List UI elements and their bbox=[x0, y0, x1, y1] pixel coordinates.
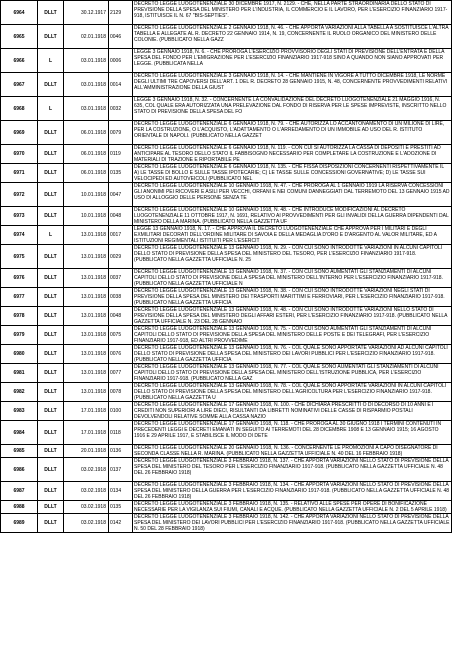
act-code: 0142 bbox=[109, 514, 133, 533]
act-code: 0046 bbox=[109, 25, 133, 49]
record-number: 6986 bbox=[1, 458, 38, 482]
act-date: 17.01.1918 bbox=[64, 402, 109, 421]
act-date: 30.12.1917 bbox=[64, 1, 109, 25]
act-description: DECRETO LEGGE LUOGOTENENZIALE 6 GENNAIO 1918, N. 119. - CON CUI SI AUTORIZZA LA CASSA DI DEPOSITI E PRESTITI AD ANTICIPARE AL TESORO DELLO STATO IL FABBISOGNO NECESSARIO PER COMPLETARE LA COSTRUZIONE E L'ADOZIONE DI MATERIALI DI TRAZIONE E RIPORTABILE PE bbox=[133, 145, 452, 164]
table-row bbox=[1, 97, 452, 121]
act-code: 0135 bbox=[109, 501, 133, 514]
act-date: 06.01.1918 bbox=[64, 164, 109, 183]
act-type: DLLT bbox=[38, 121, 64, 145]
table-row bbox=[1, 25, 452, 49]
act-code: 0048 bbox=[109, 207, 133, 226]
record-number: 6972 bbox=[1, 183, 38, 207]
act-code: 0119 bbox=[109, 145, 133, 164]
act-code: 0017 bbox=[109, 226, 133, 245]
act-description: DECRETO LEGGE LUOGOTENENZIALE 3 FEBBRAIO 1918, N. 134. - CHE APPORTA VARIAZIONI NELLO STATO DI PREVISIONE DELLA SPESA DEL MINISTERO DELLA GUERRA PER L'ESERCIZIO FINANZIARIO 1917-918. (PUBBLICATO NELLA GAZZETTA UFFICIALE N. 48 DEL 26 FEBBRAIO 1918) bbox=[133, 482, 452, 501]
table-row bbox=[1, 326, 452, 345]
act-code: 0047 bbox=[109, 183, 133, 207]
act-type: L bbox=[38, 226, 64, 245]
record-number: 6967 bbox=[1, 73, 38, 97]
record-number: 6970 bbox=[1, 145, 38, 164]
table-row bbox=[1, 402, 452, 421]
act-date: 13.01.1918 bbox=[64, 383, 109, 402]
table-row bbox=[1, 183, 452, 207]
record-number: 6977 bbox=[1, 288, 38, 307]
record-number: 6978 bbox=[1, 307, 38, 326]
record-number: 6974 bbox=[1, 226, 38, 245]
act-date: 13.01.1918 bbox=[64, 307, 109, 326]
table-row bbox=[1, 514, 452, 533]
act-description: DECRETO LEGGE LUOGOTENENZIALE 3 FEBBRAIO 1918, N. 135. - RELATIVO ALLE SPESE PER OPERE DI BONIFICAZIONE NECESSARIE PER LA VIGILANZA SUI FIUMI, CANALI E ACQUE. (PUBBLICATO NELLA GAZZETTA UFFICIALE N. 2 DEL 5 APRILE 1918) bbox=[133, 501, 452, 514]
act-description: DECRETO LEGGE LUOGOTENENZIALE 3 FEBBRAIO 1918, N. 142. - CHE APPORTA VARIAZIONI NELLO STATO DI PREVISIONE DELLA SPESA DEL MINISTERO DEI LAVORI PUBBLICI PER L'ESERCIZIO FINANZIARIO 1917-918. (PUBBLICATO NELLA GAZZETTA UFFICIALE N. 50 DEL 28 FEBBRAIO 1918) bbox=[134, 514, 450, 532]
act-type: DLLT bbox=[38, 364, 64, 383]
act-code: 0135 bbox=[109, 164, 133, 183]
act-date: 13.01.1918 bbox=[64, 288, 109, 307]
act-date: 03.02.1918 bbox=[64, 482, 109, 501]
act-description: DECRETO LEGGE LUOGOTENENZIALE 13 GENNAIO 1918, N. 29. - CON CUI SONO INTRODOTTE VARIAZIONI IN ALCUNI CAPITOLI DELLO STATO DI PREVISIONE DELLA SPESA DEL MINISTERO DEL TESORO, PER L'ESERCIZIO FINANZIARIO 1917-918. (PUBBLICATO NELLA GAZZETTA UFFICIALE N. 25 bbox=[133, 245, 452, 269]
act-code: 0137 bbox=[109, 458, 133, 482]
table-row bbox=[1, 482, 452, 501]
record-number: 6988 bbox=[1, 501, 38, 514]
act-date: 20.01.1918 bbox=[64, 445, 109, 458]
act-code: 0029 bbox=[109, 245, 133, 269]
act-date: 10.01.1918 bbox=[64, 183, 109, 207]
table-row bbox=[1, 1, 452, 25]
act-type: DLLT bbox=[38, 482, 64, 501]
act-type: L bbox=[38, 97, 64, 121]
record-number: 6966 bbox=[1, 49, 38, 73]
act-description: DECRETO LEGGE LUOGOTENENZIALE 13 GENNAIO 1918, N. 48. - CON CUI SONO INTRODOTTE VARIAZIONI NELLO STATO DI PREVISIONE DELLA SPESA DEL MINISTERO DEGLI AFFARI ESTERI, PER L'ESERCIZIO FINANZIARIO 1917-918. (PUBBLICATO NELLA GAZZETTA UFFICIALE N. 23 DEL 28 GENNAIO bbox=[133, 307, 452, 326]
act-description: DECRETO LEGGE LUOGOTENENZIALE 3 GENNAIO 1918, N. 14. - CHE MANTIENE IN VIGORE A TUTTO DICEMBRE 1918, LE NORME DEGLI ULTIMI TRE CAPOVERSI DELL'ART. 1 DEL R. DECRETO 28 GENNAIO 1915, N. 48, CONCERNENTE PROVVEDIMENTI RELATIVI ALL'AMMINISTRAZIONE DELLA GIUST bbox=[133, 73, 452, 97]
act-code: 0079 bbox=[109, 121, 133, 145]
act-date: 03.01.1918 bbox=[64, 73, 109, 97]
act-code: 0076 bbox=[109, 345, 133, 364]
act-description: DECRETO LEGGE LUOGOTENENZIALE 13 GENNAIO 1918, N. 78. - COL QUALE SONO APPORTATE VARIAZIONI IN ALCUNI CAPITOLI DELLO STATO DI PREVISIONE DELLA SPESA DEL MINISTERO DELL'AGRICOLTURA PER L'ESERCIZIO FINANZIARIO 1917-918. (PUBBLICATO NELLA GAZZETTA U bbox=[133, 383, 452, 402]
act-code: 0048 bbox=[109, 307, 133, 326]
act-code: 0078 bbox=[109, 383, 133, 402]
table-row bbox=[1, 458, 452, 482]
table-row bbox=[1, 421, 452, 445]
act-type: DLLT bbox=[38, 1, 64, 25]
record-number: 6981 bbox=[1, 364, 38, 383]
table-row bbox=[1, 345, 452, 364]
record-number: 6976 bbox=[1, 269, 38, 288]
act-type: DLLT bbox=[38, 307, 64, 326]
record-number: 6979 bbox=[1, 326, 38, 345]
act-description: DECRETO LEGGE LUOGOTENENZIALE 10 GENNAIO 1918, N. 48. - CHE INTRODUCE MODIFICAZIONI AL DECRETO LUOGOTENENZIALE 11 OTTOBRE 1917, N. 1691, RELATIVO AI PROVVEDIMENTI PER GLI INVALIDI DELLA GUERRA DIPENDENTI DAL MINISTERO DELLA MARINA. (PUBBLICATO NELLA GAZZETTA UF bbox=[133, 207, 452, 226]
record-number: 6984 bbox=[1, 421, 38, 445]
act-code: 0006 bbox=[109, 49, 133, 73]
act-code: 0136 bbox=[109, 445, 133, 458]
table-row bbox=[1, 207, 452, 226]
act-description: LEGGE 13 GENNAIO 1918, N. 17. - CHE APPROVA IL DECRETO LUOGOTENENZIALE CHE APPROVA PER I MILITARI E DEGLI EXMILITARI DECORATI DELL'ORDINE MILITARE DI SAVOIA E DELLA MEDAGLIA D'ORO E D'ARGENTO AL VALOR MILITARE, ED A ISTITUZIONI REGIMENTALI ISTITUITI PER L'ESERCIT bbox=[133, 226, 452, 245]
record-number: 6973 bbox=[1, 207, 38, 226]
act-type: DLLT bbox=[38, 164, 64, 183]
act-code: 0038 bbox=[109, 288, 133, 307]
act-date: 03.02.1918 bbox=[64, 458, 109, 482]
act-description: LEGGE 3 GENNAIO 1918, N. 32. - CONCERNENTE LA CONVALIDAZIONE DEL DECRETO LUOGOTENENZIALE 21 MAGGIO 1916, N. 635, COL QUALE ERA AUTORIZZATA UNA PRELEVAZIONE DAL FONDO DI RISERVA PER LE SPESE IMPREVISTE, INSCRITTO NELLO STATO DI PREVISIONE DELLA SPESA DEL FO bbox=[133, 97, 452, 121]
act-type: DLLT bbox=[38, 514, 64, 533]
act-description: DECRETO LEGGE LUOGOTENENZIALE 13 GENNAIO 1918, N. 37. - CON CUI SONO AUMENTATI GLI STANZIAMENTI DI ALCUNI CAPITOLI DELLO STATO DI PREVISIONE DELLA SPESA DEL MINISTERO DELL'INTERNO PER L'ESERCIZIO FINANZIARIO 1917-918. (PUBBLICATO NELLA GAZZETTA UFFICIALE N bbox=[133, 269, 452, 288]
table-row bbox=[1, 501, 452, 514]
act-description: DECRETO LEGGE LUOGOTENENZIALE 6 GENNAIO 1918, N. 135. - CHE FISSA DISPOSIZIONI CONCERNENTI RISPETTIVAMENTE IL A) LE TASSE DI BOLLO E SULLE TASSE IPOTECARIE; C) LE TASSE SULLE CONCESSIONI GOVERNATIVE; D) LE TASSE SUI VELOCIPEDI ED AUTOVEICOLI (PUBBLICATO NEL bbox=[133, 164, 452, 183]
act-description: DECRETO LEGGE LUOGOTENENZIALE 3 FEBBRAIO 1918, N. 137. - CHE APPORTA VARIAZIONI NELLO STATO DI PREVISIONE DELLA SPESA DEL MINISTERO DEL TESORO PER L'ESERCIZIO FINANZIARIO 1917-918. (PUBBLICATO NELLA GAZZETTA UFFICIALE N. 48 DEL 26 FEBBRAIO 1918) bbox=[133, 458, 452, 482]
record-number: 6989 bbox=[1, 514, 38, 533]
act-date: 02.01.1918 bbox=[64, 25, 109, 49]
act-code: 2129 bbox=[109, 1, 133, 25]
act-date: 13.01.1918 bbox=[64, 245, 109, 269]
act-type: DLLT bbox=[38, 25, 64, 49]
act-code: 0077 bbox=[109, 364, 133, 383]
act-description: LEGGE 3 GENNAIO 1918, N. 6. - CHE PROROGA L'ESERCIZIO PROVVISORIO DEGLI STATI DI PREVISIONE DELL'ENTRATA E DELLA SPESA DEL FONDO PER L'EMIGRAZIONE PER L'ESERCIZIO FINANZIARIO 1917-918 SINO A QUANDO NON SIANO APPROVATI PER LEGGE. (PUBBLICATA NELLA bbox=[133, 49, 452, 73]
act-description: DECRETO LEGGE LUOGOTENENZIALE 20 GENNAIO 1918, N. 136. - CONCERNENTE LE PROMOZIONI A CAPO DISEGNATORE DI SECONDA CLASSE NELLA R. MARINA. (PUBBLICATO NELLA GAZZETTA UFFICIALE N. 40 DEL 16 FEBBRAIO 1918) bbox=[133, 445, 452, 458]
act-code: 0134 bbox=[109, 482, 133, 501]
act-date: 13.01.1918 bbox=[64, 364, 109, 383]
act-date: 03.02.1918 bbox=[64, 514, 109, 533]
record-number: 6985 bbox=[1, 445, 38, 458]
act-type: DLLT bbox=[38, 326, 64, 345]
table-row bbox=[1, 49, 452, 73]
table-row bbox=[1, 383, 452, 402]
table-row bbox=[1, 121, 452, 145]
table-row bbox=[1, 245, 452, 269]
table-row bbox=[1, 226, 452, 245]
act-code: 0014 bbox=[109, 73, 133, 97]
act-type: DLLT bbox=[38, 207, 64, 226]
act-type: DLLT bbox=[38, 445, 64, 458]
table-row bbox=[1, 164, 452, 183]
register-rows bbox=[1, 1, 452, 533]
act-description: DECRETO LEGGE LUOGOTENENZIALE 17 GENNAIO 1918, N. 118. - CHE PROROGA AL 30 GIUGNO 1918 I TERMINI CONTENUTI IN PRECEDENTI LEGGI E DECRETI EMANATI IN SEGUITO AI TERREMOTI DEL 28 DICEMBRE 1908 E 13 GENNAIO 1915; 16 AGOSTO 1916 E 29 APRILE 1917, E STABILISCE IL MODO DI DETE bbox=[133, 421, 452, 445]
act-date: 03.01.1918 bbox=[64, 97, 109, 121]
act-date: 06.01.1918 bbox=[64, 121, 109, 145]
act-type: DLLT bbox=[38, 402, 64, 421]
table-row bbox=[1, 364, 452, 383]
act-date: 13.01.1918 bbox=[64, 326, 109, 345]
act-description: DECRETO LEGGE LUOGOTENENZIALE 2 GENNAIO 1918, N. 46. - CHE APPORTA VARIAZIONI ALLA TABELLA A SOSTITUISCE L'ALTRA TABELLA E ALLEGATE AL R. DECRETO 22 GENNAIO 1914, N. 19, CONCERNENTE IL RUOLO ORGANICO DEL MINISTERO DELLE COLONIE. (PUBBLICATO NELLA GAZZ bbox=[133, 25, 452, 49]
act-description: DECRETO LEGGE LUOGOTENENZIALE 13 GENNAIO 1918, N. 77. - COL QUALE SONO AUMENTATI GLI STANZIAMENTI DI ALCUNI CAPITOLI DELLO STATO DI PREVISIONE DELLA SPESA DEL MINISTERO DELL'ISTRUZIONE PUBBLICA, PER L'ESERCIZIO FINANZIARIO 1917-918. (PUBBLICATO NELLA GAZ bbox=[133, 364, 452, 383]
record-number: 6983 bbox=[1, 402, 38, 421]
record-number: 6968 bbox=[1, 97, 38, 121]
act-date: 17.01.1918 bbox=[64, 421, 109, 445]
act-type: DLLT bbox=[38, 269, 64, 288]
table-row bbox=[1, 307, 452, 326]
act-date: 13.01.1918 bbox=[64, 345, 109, 364]
table-row bbox=[1, 269, 452, 288]
act-date: 13.01.1918 bbox=[64, 226, 109, 245]
act-description: DECRETO LEGGE LUOGOTENENZIALE 17 GENNAIO 1918, N. 100. - CHE DICHIARA PRESCRITTI O DI DECORSO DI 10 ANNI E I CREDITI NON SUPERIORI A LIRE DIECI, RISULTANTI DA LIBRETTI NOMINATIVI DELLE CASSE DI RISPARMIO POSTALI DEVOLVENDOLI RELATIVE SOMME ALLA CASSA NAZIO bbox=[133, 402, 452, 421]
record-number: 6982 bbox=[1, 383, 38, 402]
record-number: 6971 bbox=[1, 164, 38, 183]
act-description: DECRETO LEGGE LUOGOTENENZIALE 10 GENNAIO 1918, N. 47. - CHE PROROGA AL 1 GENNAIO 1919 LA RISERVA CONCESSIONI GLI ANONIMI PEI RICOVERI E ASILI PER VECCHI, ORFANI E NEI COMUNI DANNEGGIATI DAL TERREMOTO DEL 13 GENNAIO 1915 AD USO DI ALLOGGIO DELLE PERSONE SENZA TE bbox=[133, 183, 452, 207]
act-date: 06.01.1918 bbox=[64, 145, 109, 164]
act-code: 0100 bbox=[109, 402, 133, 421]
table-row bbox=[1, 445, 452, 458]
act-description: DECRETO LEGGE LUOGOTENENZIALE 13 GENNAIO 1918, N. 76. - COL QUALE SONO APPORTATE VARIAZIONI AD ALCUNI CAPITOLI DELLO STATO DI PREVISIONE DELLA SPESA DEL MINISTERO DEI LAVORI PUBBLICI PER L'ESERCIZIO FINANZIARIO 1917-918. (PUBBLICATO NELLA GAZZETTA UFFICIA bbox=[133, 345, 452, 364]
act-description: DECRETO LEGGE LUOGOTENENZIALE 6 GENNAIO 1918, N. 79. - CHE AUTORIZZA LO ACCANTONAMENTO DI UN MILIONE DI LIRE, PER LA COSTRUZIONE, O L'ACQUISTO, L'ADATTAMENTO O L'ARREDAMENTO DI UN IMMOBILE AD USO DEL R. ISTITUTO ORIENTALE DI NAPOLI. (PUBBLICATO NELLA GAZZET bbox=[133, 121, 452, 145]
act-type: DLLT bbox=[38, 458, 64, 482]
record-number: 6987 bbox=[1, 482, 38, 501]
record-number: 6965 bbox=[1, 25, 38, 49]
act-code: 0075 bbox=[109, 326, 133, 345]
table-row bbox=[1, 288, 452, 307]
act-type: DLLT bbox=[38, 145, 64, 164]
act-type: DLLT bbox=[38, 73, 64, 97]
act-description: DECRETO LEGGE LUOGOTENENZIALE 13 GENNAIO 1918, N. 38. - CON CUI SONO INTRODOTTE VARIAZIONI NEGLI STATI DI PREVISIONE DELLA SPESA DEL MINISTERO DEI TRASPORTI MARITTIMI E FERROVIARI, PER L'ESERCIZIO FINANZIARIO 1917-918. (PUBBLICATO NELLA GAZZETTA UFFICIA bbox=[133, 288, 452, 307]
record-number: 6975 bbox=[1, 245, 38, 269]
act-date: 03.01.1918 bbox=[64, 49, 109, 73]
table-row bbox=[1, 145, 452, 164]
act-code: 0032 bbox=[109, 97, 133, 121]
act-code: 0118 bbox=[109, 421, 133, 445]
act-date: 10.01.1918 bbox=[64, 207, 109, 226]
act-type: DLLT bbox=[38, 421, 64, 445]
act-description: DECRETO LEGGE LUOGOTENENZIALE 30 DICEMBRE 1917, N. 2129. - CHE, NELLA PARTE STRAORDINARIA DELLO STATO DI PREVISIONE DELLA SPESA DEL MINISTERO PER L'INDUSTRIA, IL COMMERCIO E IL LAVORO, PER L'ESERCIZIO FINANZIARIO 1917-918, ISTITUISCE IL N. 67 ''BIS-SEPTIES''. bbox=[133, 1, 452, 25]
act-type: DLLT bbox=[38, 245, 64, 269]
act-code: 0037 bbox=[109, 269, 133, 288]
record-number: 6969 bbox=[1, 121, 38, 145]
table-row bbox=[1, 73, 452, 97]
act-type: DLLT bbox=[38, 288, 64, 307]
act-type: DLLT bbox=[38, 501, 64, 514]
act-date: 13.01.1918 bbox=[64, 269, 109, 288]
act-type: DLLT bbox=[38, 345, 64, 364]
act-type: DLLT bbox=[38, 383, 64, 402]
act-type: L bbox=[38, 49, 64, 73]
act-description: DECRETO LEGGE LUOGOTENENZIALE 13 GENNAIO 1918, N. 75. - CON CUI SONO AUMENTATI GLI STANZIAMENTI DI ALCUNI CAPITOLI DELLO STATO DI PREVISIONE DELLA SPESA DEL MINISTERO DELLE POSTE E DEI TELEGRAFI, PER L'ESERCIZIO FINANZIARIO 1917-918, ED ALTRI PROVVEDIME bbox=[133, 326, 452, 345]
record-number: 6964 bbox=[1, 1, 38, 25]
act-date: 03.02.1918 bbox=[64, 501, 109, 514]
record-number: 6980 bbox=[1, 345, 38, 364]
act-type: DLLT bbox=[38, 183, 64, 207]
